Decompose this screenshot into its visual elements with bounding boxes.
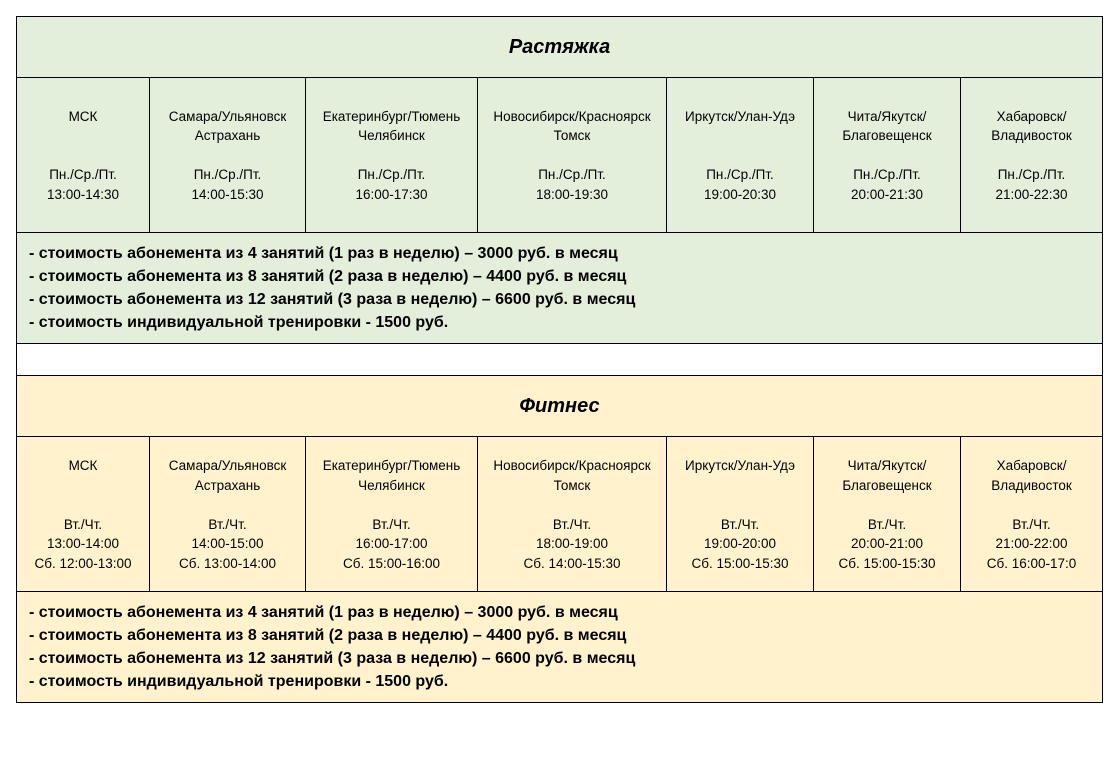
price-line: - стоимость абонемента из 8 занятий (2 раза в неделю) – 4400 руб. в месяц	[29, 268, 627, 285]
city-cell	[961, 78, 1103, 233]
city-name: Чита/Якутск/	[847, 108, 927, 124]
schedule-time: 13:00-14:00	[46, 536, 120, 551]
city-name-line2: Астрахань	[194, 128, 261, 144]
city-name: Екатеринбург/Тюмень	[322, 458, 461, 473]
city-cell	[150, 437, 306, 592]
city-cell	[17, 437, 150, 592]
city-name: Иркутск/Улан-Удэ	[685, 458, 795, 473]
schedule-time: 14:00-15:30	[191, 186, 264, 202]
schedule-days: Вт./Чт.	[208, 516, 247, 532]
price-line: - стоимость индивидуальной тренировки - 1500 руб.	[29, 673, 449, 690]
price-line: - стоимость абонемента из 12 занятий (3 раза в неделю) – 6600 руб. в месяц	[29, 291, 636, 308]
price-list-stretching	[17, 233, 1103, 344]
schedule-days: Пн./Ср./Пт.	[706, 167, 774, 183]
city-name-line2: Челябинск	[358, 477, 425, 493]
city-name-line2: Благовещенск	[842, 128, 932, 144]
schedule-saturday: Сб. 13:00-14:00	[178, 555, 277, 571]
city-name: Хабаровск/	[996, 458, 1067, 473]
city-cell	[478, 437, 667, 592]
schedule-days: Пн./Ср./Пт.	[997, 167, 1066, 183]
schedule-time: 19:00-20:00	[703, 536, 777, 551]
section-title-fitness: Фитнес	[17, 376, 1103, 437]
city-cell	[306, 78, 478, 233]
schedule-days: Пн./Ср./Пт.	[49, 167, 117, 183]
city-name: Чита/Якутск/	[847, 458, 927, 473]
schedule-days: Пн./Ср./Пт.	[357, 167, 426, 183]
schedule-days: Вт./Чт.	[63, 516, 103, 532]
schedule-days: Вт./Чт.	[867, 516, 907, 532]
schedule-saturday: Сб. 15:00-15:30	[691, 555, 789, 571]
city-cell	[667, 78, 814, 233]
city-cell	[667, 437, 814, 592]
schedule-time: 21:00-22:00	[995, 536, 1068, 551]
schedule-time: 20:00-21:30	[850, 186, 924, 202]
schedule-days: Вт./Чт.	[552, 516, 592, 532]
city-name: Самара/Ульяновск	[168, 108, 287, 124]
schedule-time: 21:00-22:30	[995, 186, 1068, 202]
section-title-row-stretching	[17, 17, 1103, 78]
schedule-days: Пн./Ср./Пт.	[193, 167, 262, 183]
price-list-fitness	[17, 592, 1103, 703]
city-name-line2: Томск	[553, 128, 591, 144]
city-name-line2: Благовещенск	[842, 477, 932, 493]
city-name-line2: Владивосток	[991, 128, 1072, 144]
city-name-line2: Астрахань	[194, 477, 261, 493]
city-name: Самара/Ульяновск	[168, 458, 287, 473]
schedule-time: 18:00-19:30	[535, 186, 609, 202]
city-name-line2: Челябинск	[358, 128, 425, 144]
city-cell	[306, 437, 478, 592]
city-name: МСК	[68, 458, 98, 473]
city-cell	[17, 78, 150, 233]
schedule-time: 13:00-14:30	[46, 186, 120, 202]
schedule-days: Вт./Чт.	[720, 516, 760, 532]
price-line: - стоимость абонемента из 4 занятий (1 раз в неделю) – 3000 руб. в месяц	[29, 245, 618, 262]
price-line: - стоимость индивидуальной тренировки - 1500 руб.	[29, 314, 449, 331]
section-spacer	[17, 344, 1103, 376]
city-cell	[814, 437, 961, 592]
city-name: Екатеринбург/Тюмень	[322, 108, 461, 124]
city-name: Новосибирск/Красноярск	[493, 458, 651, 473]
section-spacer-row	[17, 344, 1103, 376]
schedule-saturday: Сб. 15:00-16:00	[342, 555, 441, 571]
city-name: Иркутск/Улан-Удэ	[685, 108, 795, 124]
city-name-line2: Владивосток	[991, 477, 1072, 493]
schedule-days: Пн./Ср./Пт.	[538, 167, 606, 183]
schedule-saturday: Сб. 14:00-15:30	[523, 555, 621, 571]
schedule-saturday: Сб. 15:00-15:30	[838, 555, 936, 571]
city-row-fitness	[17, 437, 1103, 592]
city-cell	[961, 437, 1103, 592]
schedule-table	[16, 16, 1103, 703]
section-title-stretching: Растяжка	[17, 17, 1103, 78]
price-row-stretching	[17, 233, 1103, 344]
city-name-line2: Томск	[553, 477, 591, 493]
section-title-row-fitness	[17, 376, 1103, 437]
schedule-time: 14:00-15:00	[191, 536, 264, 551]
schedule-days: Вт./Чт.	[372, 516, 411, 532]
schedule-time: 16:00-17:00	[355, 536, 428, 551]
city-cell	[814, 78, 961, 233]
schedule-time: 16:00-17:30	[355, 186, 428, 202]
schedule-saturday: Сб. 16:00-17:0	[986, 555, 1077, 571]
price-line: - стоимость абонемента из 4 занятий (1 раз в неделю) – 3000 руб. в месяц	[29, 604, 618, 621]
price-line: - стоимость абонемента из 8 занятий (2 раза в неделю) – 4400 руб. в месяц	[29, 627, 627, 644]
schedule-days: Пн./Ср./Пт.	[853, 167, 921, 183]
city-name: Хабаровск/	[996, 108, 1067, 124]
city-cell	[478, 78, 667, 233]
schedule-days: Вт./Чт.	[1012, 516, 1051, 532]
schedule-time: 18:00-19:00	[535, 536, 609, 551]
city-cell	[150, 78, 306, 233]
city-name: Новосибирск/Красноярск	[493, 108, 651, 124]
schedule-saturday: Сб. 12:00-13:00	[34, 555, 132, 571]
city-name: МСК	[68, 108, 98, 124]
schedule-time: 20:00-21:00	[850, 536, 924, 551]
price-row-fitness	[17, 592, 1103, 703]
price-line: - стоимость абонемента из 12 занятий (3 раза в неделю) – 6600 руб. в месяц	[29, 650, 636, 667]
city-row-stretching	[17, 78, 1103, 233]
schedule-time: 19:00-20:30	[703, 186, 777, 202]
